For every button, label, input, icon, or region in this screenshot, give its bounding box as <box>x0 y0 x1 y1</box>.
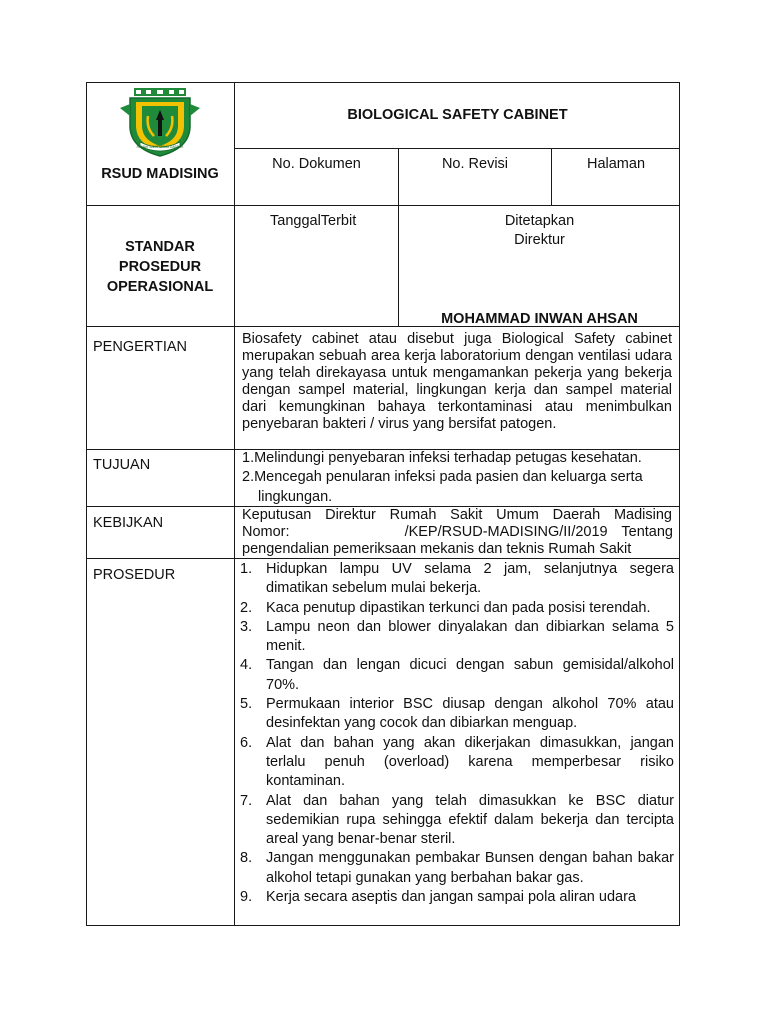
tujuan-item-2-cont: lingkungan. <box>258 489 333 505</box>
step-text: Jangan menggunakan pembakar Bunsen dengan bahan bakar alkohol tetapi gunakan yang berbahan bakar gas. <box>266 850 674 886</box>
step-text: Permukaan interior BSC diusap dengan alkohol 70% atau desinfektan yang cocok dan dibiarkan menguap. <box>266 696 674 732</box>
halaman-label: Halaman <box>586 156 646 172</box>
step-number: 9. <box>240 889 253 906</box>
logo-ribbon-text: RUMAH SAKIT UMUM DAERAH <box>136 145 184 149</box>
kebijakan-label: KEBIJKAN <box>93 515 164 531</box>
no-revisi-label: No. Revisi <box>441 156 509 172</box>
sop-label-line1: STANDAR <box>125 239 195 255</box>
list-item <box>240 618 674 657</box>
step-text: Kerja secara aseptis dan jangan sampai pola aliran udara <box>266 889 636 906</box>
sop-label-line2: PROSEDUR <box>118 259 202 275</box>
list-item <box>240 734 674 792</box>
ditetapkan-label: Ditetapkan <box>504 213 575 229</box>
direktur-label: Direktur <box>514 232 565 248</box>
step-text: Tangan dan lengan dicuci dengan sabun gemisidal/alkohol 70%. <box>266 657 674 693</box>
step-text: Alat dan bahan yang akan dikerjakan dimasukkan, jangan terlalu penuh (overload) karena memperbesar risiko kontaminan. <box>266 734 674 790</box>
step-number: 2. <box>240 599 253 616</box>
list-item <box>240 656 674 695</box>
step-number: 6. <box>240 734 253 751</box>
step-number: 5. <box>240 696 253 713</box>
step-text: Alat dan bahan yang telah dimasukkan ke BSC diatur sedemikian rupa sehingga efektif dalam bekerja dan tercipta areal yang benar-benar steril. <box>266 792 674 848</box>
prosedur-list <box>240 560 674 907</box>
divider <box>86 205 680 206</box>
tanggal-terbit-label: TanggalTerbit <box>270 213 357 229</box>
divider <box>86 558 680 559</box>
step-text: Lampu neon dan blower dinyalakan dan dibiarkan selama 5 menit. <box>266 618 674 655</box>
list-item <box>240 849 674 888</box>
step-text: Kaca penutup dipastikan terkunci dan pada posisi terendah. <box>266 599 651 616</box>
divider <box>234 148 680 149</box>
no-dokumen-label: No. Dokumen <box>272 156 361 172</box>
sop-label-line3: OPERASIONAL <box>106 279 214 295</box>
kebijakan-line-1: Keputusan Direktur Rumah Sakit Umum Daerah Madising <box>242 507 672 523</box>
director-name: MOHAMMAD INWAN AHSAN <box>441 311 638 327</box>
hospital-logo <box>118 86 202 158</box>
step-number: 3. <box>240 618 253 635</box>
list-item <box>240 695 674 734</box>
kebijakan-line-2-right: /KEP/RSUD-MADISING/II/2019 Tentang <box>404 524 673 540</box>
step-number: 1. <box>240 561 253 577</box>
step-number: 8. <box>240 850 253 867</box>
list-item <box>240 888 674 907</box>
hospital-name: RSUD MADISING <box>101 166 219 182</box>
pengertian-text: Biosafety cabinet atau disebut juga Biological Safety cabinet merupakan sebuah area kerja laboratorium dengan ventilasi udara yang telah direkayasa untuk mengamankan pekerja yang bekerja dengan sampel material, lingkungan kerja dan sampel material dari kemungkinan bahaya terkontaminasi atau menimbulkan penyebaran bakteri / virus yang bersifat patogen. <box>242 331 672 433</box>
kebijakan-line-2-left: Nomor: <box>242 524 290 540</box>
tujuan-label: TUJUAN <box>93 457 151 473</box>
kebijakan-line-3: pengendalian pemeriksaan mekanis dan teknis Rumah Sakit <box>242 541 632 557</box>
list-item <box>240 792 674 850</box>
divider <box>234 326 235 926</box>
step-number: 7. <box>240 792 253 809</box>
step-number: 4. <box>240 657 253 674</box>
step-text: Hidupkan lampu UV selama 2 jam, selanjutnya segera dimatikan sebelum mulai bekerja. <box>266 561 674 597</box>
prosedur-label: PROSEDUR <box>93 567 176 583</box>
tujuan-item-2: 2.Mencegah penularan infeksi pada pasien dan keluarga serta <box>242 469 643 485</box>
list-item <box>240 599 674 618</box>
list-item <box>240 560 674 599</box>
document-title: BIOLOGICAL SAFETY CABINET <box>347 107 568 123</box>
tujuan-item-1: 1.Melindungi penyebaran infeksi terhadap petugas kesehatan. <box>242 450 642 466</box>
pengertian-label: PENGERTIAN <box>93 339 188 355</box>
